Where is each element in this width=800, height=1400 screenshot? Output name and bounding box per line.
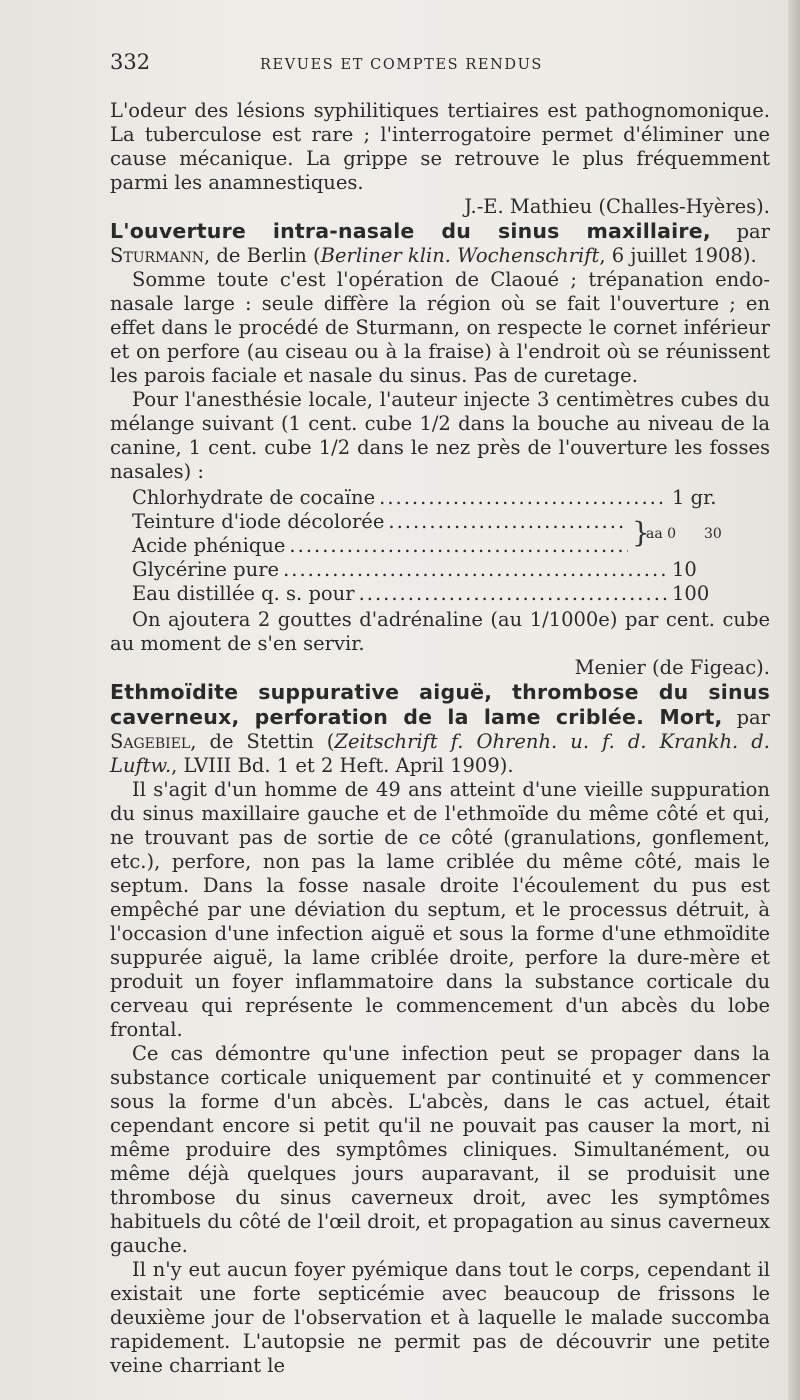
paragraph-cas: Ce cas démontre qu'une infection peut se propager dans la substance corticale uniquement par continuité et y commencer sous la forme d'un abcès. L'abcès, dans le cas actuel, était cependant encore si petit qu'il ne pouvait pas causer la mort, ni même produire des symptômes cliniques. Simultanément, ou même déjà quelques jours auparavant, il se produisit une thrombose du sinus caverneux droit, avec les symptômes habituels du côté de l'œil droit, et propagation au sinus caverneux gauche. bbox=[110, 1042, 770, 1257]
paragraph-adrenaline: On ajoutera 2 gouttes d'adrénaline (au 1/1000e) par cent. cube au moment de s'en servir. bbox=[110, 608, 770, 655]
group-aa: aa 0 bbox=[646, 526, 677, 542]
author-name: Sagebiel bbox=[110, 730, 191, 753]
prescription-line: Eau distillée q. s. pour ..... 100 bbox=[132, 582, 732, 606]
page-edge-shadow bbox=[788, 0, 800, 1400]
source-ref: , LVIII Bd. 1 et 2 Heft. April 1909). bbox=[171, 754, 514, 777]
page-number: 332 bbox=[110, 50, 151, 74]
article-title: L'ouverture intra-nasale du sinus maxillaire, bbox=[110, 219, 711, 243]
article-title: Ethmoïdite suppurative aiguë, thrombose du sinus caverneux, perforation de la lame criblée. Mort, bbox=[110, 680, 770, 729]
by-word: par bbox=[736, 220, 770, 243]
signature-mathieu: J.-E. Mathieu (Challes-Hyères). bbox=[464, 195, 770, 218]
dot-leader bbox=[283, 558, 668, 582]
prescription-line: Acide phénique ..... bbox=[132, 534, 632, 558]
group-amount: 30 bbox=[704, 526, 722, 542]
author-name: Sturmann bbox=[110, 244, 204, 267]
paragraph-foyer: Il n'y eut aucun foyer pyémique dans tout le corps, cependant il existait une forte septicémie avec beaucoup de frissons le deuxième jour de l'observation et à laquelle le malade succomba rapidement. L'autopsie ne permit pas de découvrir une petite veine charriant le bbox=[110, 1258, 770, 1377]
paragraph-odeur: L'odeur des lésions syphilitiques tertiaires est pathognomonique. La tuberculose est rare ; l'interrogatoire permet d'éliminer une cause mécanique. La grippe se retrouve le plus fréquemment parmi les anamnestiques. bbox=[110, 99, 770, 194]
prescription-line: Chlorhydrate de cocaïne ..... 1 gr. bbox=[132, 486, 732, 510]
prescription-group bbox=[132, 510, 732, 558]
running-title: REVUES ET COMPTES RENDUS bbox=[260, 57, 543, 73]
article-sagebiel-heading bbox=[110, 680, 770, 778]
journal-name: Zeitschrift f. Ohrenh. u. f. d. Krankh. d. Luftw. bbox=[110, 730, 770, 777]
source-prefix: , de Stettin ( bbox=[190, 730, 335, 753]
source-date: , 6 juillet 1908). bbox=[599, 244, 757, 267]
signature-menier: Menier (de Figeac). bbox=[574, 656, 770, 679]
dot-leader bbox=[379, 486, 668, 510]
prescription-line: Teinture d'iode décolorée ..... bbox=[132, 510, 632, 534]
dot-leader bbox=[359, 582, 668, 606]
dot-leader bbox=[388, 510, 628, 534]
by-word: par bbox=[736, 706, 770, 729]
text-column bbox=[110, 50, 770, 1378]
paragraph-homme: Il s'agit d'un homme de 49 ans atteint d'une vieille suppuration du sinus maxillaire gauche et de l'ethmoïde du même côté et qui, ne trouvant pas de sortie de ce côté (granulations, gonflement, etc.), perfore, non pas la lame criblée du même côté, mais le septum. Dans la fosse nasale droite l'écoulement du pus est empêché par une déviation du septum, et le processus détruit, à l'occasion d'une infection aiguë et sous la forme d'une ethmoïdite suppurée aiguë, la lame criblée droite, perfore la dure-mère et produit un foyer inflammatoire dans la substance corticale du cerveau qui représente le commencement d'un abcès du lobe frontal. bbox=[110, 778, 770, 1041]
page-header bbox=[110, 50, 770, 77]
paragraph-somme: Somme toute c'est l'opération de Claoué ; trépanation endo-nasale large : seule diffère la région où se fait l'ouverture ; en effet dans le procédé de Sturmann, on respecte le cornet inférieur et on perfore (au ciseau ou à la fraise) à l'endroit où se réunissent les parois faciale et nasale du sinus. Pas de curetage. bbox=[110, 268, 770, 387]
source-prefix: , de Berlin ( bbox=[203, 244, 321, 267]
brace-symbol: } bbox=[632, 516, 650, 549]
prescription-line: Glycérine pure ..... 10 bbox=[132, 558, 732, 582]
paragraph-anesthesie: Pour l'anesthésie locale, l'auteur injecte 3 centimètres cubes du mélange suivant (1 cent. cube 1/2 dans la bouche au niveau de la canine, 1 cent. cube 1/2 dans le nez près de l'ouverture les fosses nasales) : bbox=[110, 388, 770, 483]
dot-leader bbox=[289, 534, 628, 558]
article-sturmann-heading bbox=[110, 219, 770, 268]
journal-name: Berliner klin. Wochenschrift bbox=[320, 244, 600, 267]
prescription-list bbox=[132, 486, 732, 606]
